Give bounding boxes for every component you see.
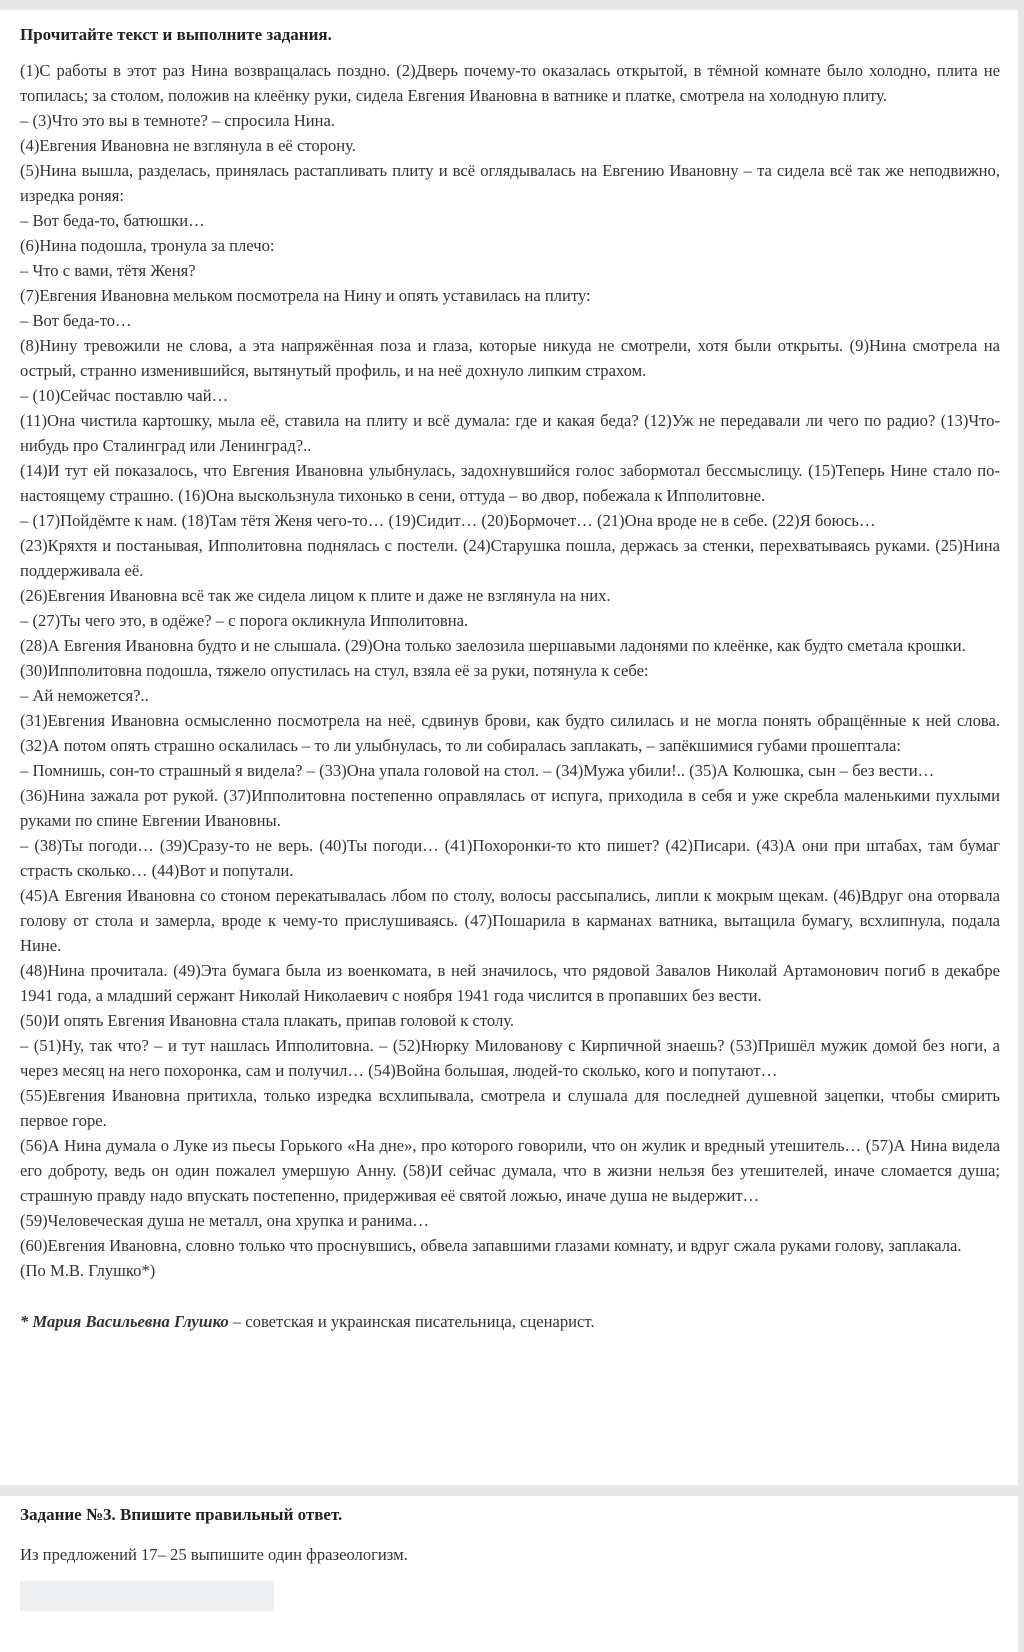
reading-section <box>20 24 1000 1334</box>
passage-text <box>20 58 1000 1258</box>
passage-paragraph: – (17)Пойдёмте к нам. (18)Там тётя Женя чего-то… (19)Сидит… (20)Бормочет… (21)Она вроде не в себе. (22)Я боюсь… <box>20 511 876 530</box>
passage-paragraph: (5)Нина вышла, разделась, принялась растапливать плиту и всё оглядывалась на Евгению Ивановну – та сидела всё так же неподвижно, изредка роняя: <box>20 161 1000 205</box>
author-footnote <box>20 1309 1000 1334</box>
passage-paragraph: (11)Она чистила картошку, мыла её, ставила на плиту и всё думала: где и какая беда? (12)Уж не передавали ли чего по радио? (13)Что-нибудь про Сталинград или Ленинград?.. <box>20 411 1000 455</box>
passage-paragraph: (59)Человеческая душа не металл, она хрупка и ранима… <box>20 1211 429 1230</box>
passage-paragraph: – Помнишь, сон-то страшный я видела? – (33)Она упала головой на стол. – (34)Мужа убили!.. (35)А Колюшка, сын – без вести… <box>20 761 935 780</box>
passage-paragraph: – (27)Ты чего это, в одёже? – с порога окликнула Ипполитовна. <box>20 611 469 630</box>
passage-paragraph: (6)Нина подошла, тронула за плечо: <box>20 236 275 255</box>
task-question: Из предложений 17– 25 выпишите один фразеологизм. <box>20 1545 408 1564</box>
passage-paragraph: (7)Евгения Ивановна мельком посмотрела на Нину и опять уставилась на плиту: <box>20 286 591 305</box>
passage-paragraph: – Вот беда-то… <box>20 311 132 330</box>
passage-paragraph: (60)Евгения Ивановна, словно только что проснувшись, обвела запавшими глазами комнату, и вдруг сжала руками голову, заплакала. <box>20 1236 962 1255</box>
section-divider <box>0 1485 1024 1496</box>
top-divider <box>0 0 1024 10</box>
passage-paragraph: (28)А Евгения Ивановна будто и не слышала. (29)Она только заелозила шершавыми ладонями по клеёнке, как будто сметала крошки. <box>20 636 966 655</box>
passage-paragraph: (26)Евгения Ивановна всё так же сидела лицом к плите и даже не взглянула на них. <box>20 586 611 605</box>
passage-paragraph: (1)С работы в этот раз Нина возвращалась поздно. (2)Дверь почему-то оказалась открытой, в тёмной комнате было холодно, плита не топилась; за столом, положив на клеёнку руки, сидела Евгения Ивановна в ватнике и платке, смотрела на холодную плиту. <box>20 61 1000 105</box>
passage-paragraph: – (38)Ты погоди… (39)Сразу-то не верь. (40)Ты погоди… (41)Похоронки-то кто пишет? (42)Писари. (43)А они при штабах, там бумаг страсть сколько… (44)Вот и попутали. <box>20 836 1000 880</box>
passage-paragraph: – Вот беда-то, батюшки… <box>20 211 205 230</box>
task-section <box>20 1504 1000 1611</box>
passage-paragraph: (45)А Евгения Ивановна со стоном перекатывалась лбом по столу, волосы рассыпались, липли к мокрым щекам. (46)Вдруг она оторвала голову от стола и замерла, вроде к чему-то прислушиваясь. (47)Пошарила в карманах ватника, вытащила бумагу, всхлипнула, подала Нине. <box>20 886 1000 955</box>
passage-paragraph: – Что с вами, тётя Женя? <box>20 261 196 280</box>
passage-paragraph: (56)А Нина думала о Луке из пьесы Горького «На дне», про которого говорили, что он жулик и вредный утешитель… (57)А Нина видела его доброту, ведь он один пожалел умершую Анну. (58)И сейчас думала, что в жизни нельзя без утешителей, иначе сломается душа; страшную правду надо впускать постепенно, придерживая её святой ложью, иначе душа не выдержит… <box>20 1136 1000 1205</box>
footnote-author: * Мария Васильевна Глушко <box>20 1312 229 1331</box>
passage-paragraph: (30)Ипполитовна подошла, тяжело опустилась на стул, взяла её за руки, потянула к себе: <box>20 661 649 680</box>
passage-paragraph: (4)Евгения Ивановна не взглянула в её сторону. <box>20 136 356 155</box>
passage-paragraph: (55)Евгения Ивановна притихла, только изредка всхлипывала, смотрела и слушала для последней душевной зацепки, чтобы смирить первое горе. <box>20 1086 1000 1130</box>
passage-paragraph: (48)Нина прочитала. (49)Эта бумага была из военкомата, в ней значилось, что рядовой Завалов Николай Артамонович погиб в декабре 1941 года, а младший сержант Николай Николаевич с ноября 1941 года числится в пропавших без вести. <box>20 961 1000 1005</box>
footnote-text: – советская и украинская писательница, сценарист. <box>228 1312 595 1331</box>
right-gutter <box>1018 0 1024 1652</box>
task-title: Задание №3. Впишите правильный ответ. <box>20 1505 343 1524</box>
answer-input[interactable] <box>20 1581 274 1611</box>
passage-paragraph: – (3)Что это вы в темноте? – спросила Нина. <box>20 111 335 130</box>
passage-paragraph: (31)Евгения Ивановна осмысленно посмотрела на неё, сдвинув брови, как будто силилась и не могла понять обращённые к ней слова. (32)А потом опять страшно оскалилась – то ли улыбнулась, то ли собиралась заплакать, – запёкшимися губами прошептала: <box>20 711 1000 755</box>
passage-paragraph: (14)И тут ей показалось, что Евгения Ивановна улыбнулась, задохнувшийся голос забормотал бессмыслицу. (15)Теперь Нине стало по-настоящему страшно. (16)Она выскользнула тихонько в сени, оттуда – во двор, побежала к Ипполитовне. <box>20 461 1000 505</box>
passage-paragraph: (8)Нину тревожили не слова, а эта напряжённая поза и глаза, которые никуда не смотрели, хотя были открыты. (9)Нина смотрела на острый, странно изменившийся, вытянутый профиль, и на неё дохнуло липким страхом. <box>20 336 1000 380</box>
passage-paragraph: – Ай неможется?.. <box>20 686 149 705</box>
passage-paragraph: (50)И опять Евгения Ивановна стала плакать, припав головой к столу. <box>20 1011 515 1030</box>
passage-source: (По М.В. Глушко*) <box>20 1261 156 1280</box>
passage-paragraph: – (10)Сейчас поставлю чай… <box>20 386 229 405</box>
passage-paragraph: – (51)Ну, так что? – и тут нашлась Ипполитовна. – (52)Нюрку Милованову с Кирпичной знаешь? (53)Пришёл мужик домой без ноги, а через месяц на него похоронка, сам и получил… (54)Война большая, людей-то сколько, кого и попутают… <box>20 1036 1000 1080</box>
passage-paragraph: (36)Нина зажала рот рукой. (37)Ипполитовна постепенно оправлялась от испуга, приходила в себя и уже скребла маленькими пухлыми руками по спине Евгении Ивановны. <box>20 786 1000 830</box>
passage-paragraph: (23)Кряхтя и постанывая, Ипполитовна поднялась с постели. (24)Старушка пошла, держась за стенки, перехватываясь руками. (25)Нина поддерживала её. <box>20 536 1000 580</box>
reading-instruction: Прочитайте текст и выполните задания. <box>20 25 332 44</box>
